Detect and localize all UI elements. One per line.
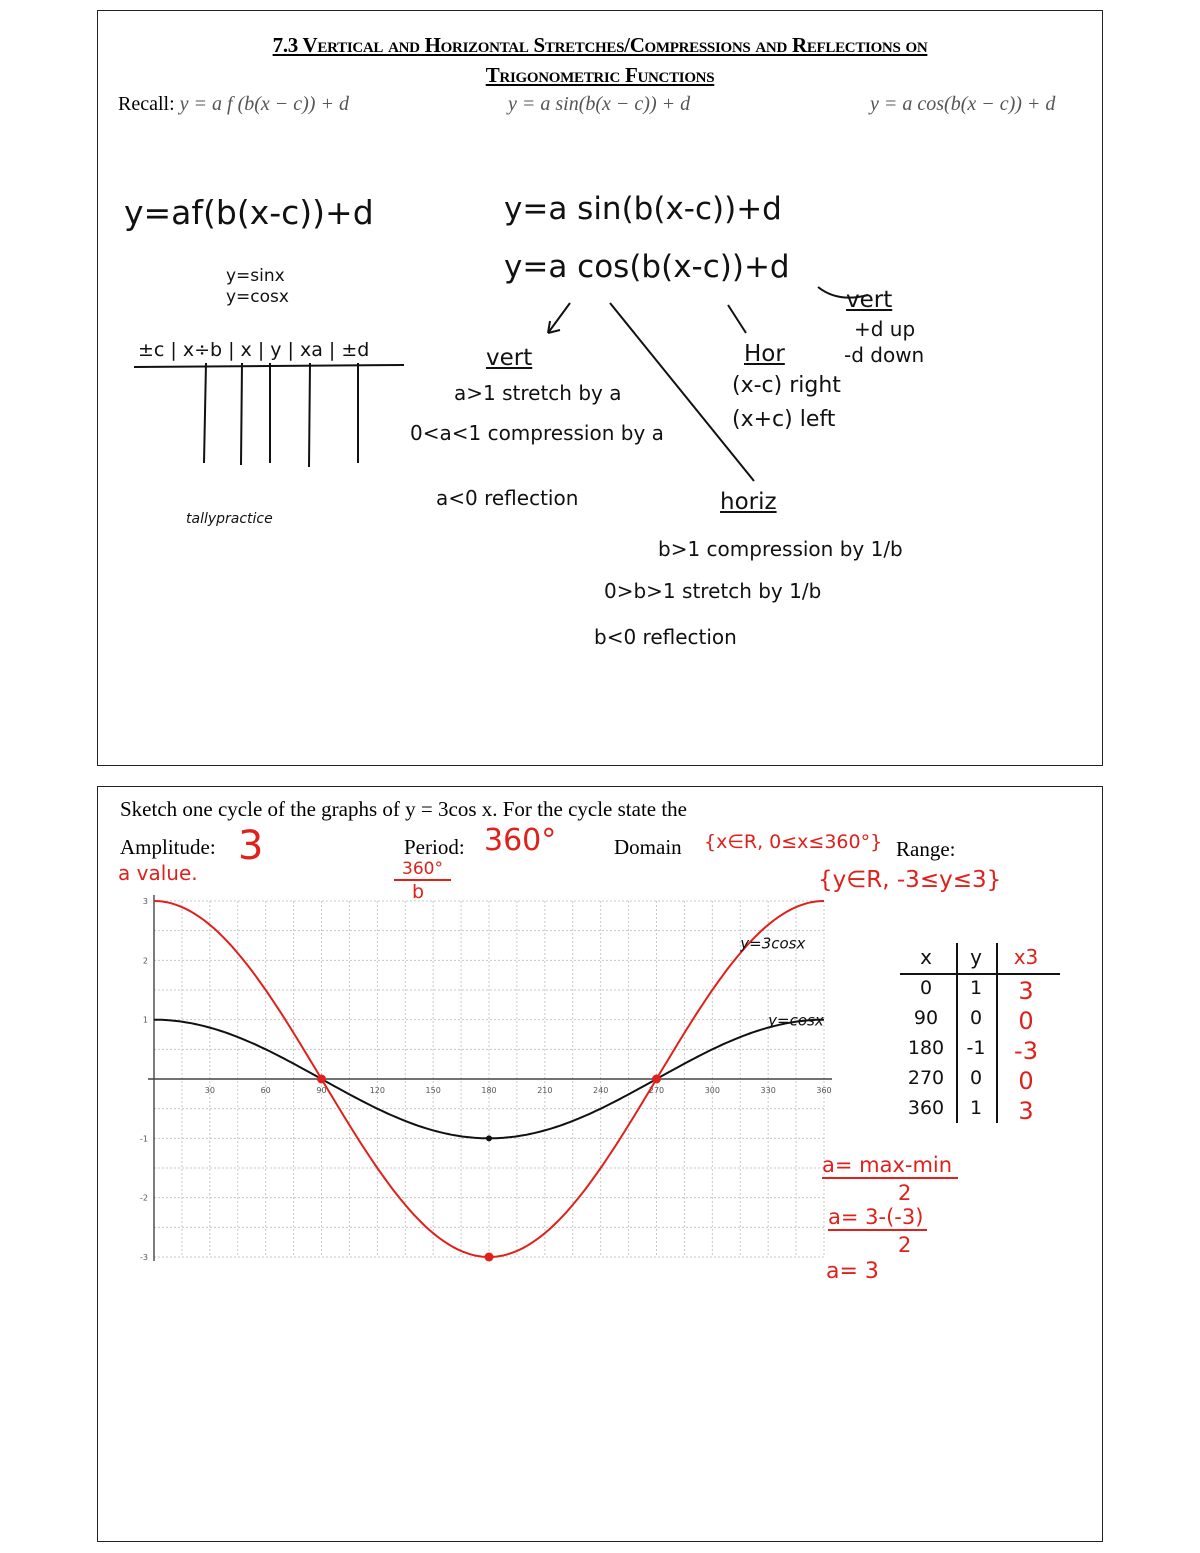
value-table-cell: 0 (919, 977, 933, 999)
sin-form-note: y=a sin(b(x-c))+d (504, 191, 782, 227)
value-table-cell: 1 (969, 1097, 983, 1119)
x-tick-label: 240 (593, 1086, 609, 1095)
amplitude-work-line-1-denominator: 2 (898, 1181, 912, 1205)
vert-stretch-title: vert (486, 345, 533, 371)
vert-shift-title: vert (846, 287, 893, 313)
horiz-stretch-line-2: 0>b>1 stretch by 1/b (604, 579, 822, 603)
x-tick-label: 270 (648, 1086, 665, 1095)
period-label: Period: (404, 835, 465, 859)
series-point (652, 1075, 661, 1084)
value-table-cell: 270 (907, 1067, 945, 1089)
y-tick-label: -3 (140, 1253, 148, 1262)
value-table-row (900, 1005, 1060, 1035)
period-formula-numerator: 360° (394, 859, 451, 881)
vert-stretch-line-3: a<0 reflection (436, 486, 579, 510)
hor-shift-line-2: (x+c) left (732, 407, 836, 432)
amplitude-value: 3 (238, 823, 264, 869)
value-table-cell: 360 (907, 1097, 945, 1119)
x-tick-label: 330 (760, 1086, 776, 1095)
y-tick-label: 3 (142, 897, 148, 906)
value-table-header-cell: y (970, 945, 982, 969)
chart-series-labels (739, 934, 824, 1029)
value-table-cell: 0 (1018, 1007, 1034, 1035)
x-tick-label: 150 (425, 1086, 441, 1095)
value-table-cell: 3 (1018, 1097, 1034, 1125)
series-point (485, 1253, 494, 1262)
hor-shift-title: Hor (744, 341, 785, 367)
value-table-header (900, 943, 1060, 975)
recall-equation-general: y = a f (b(x − c)) + d (179, 93, 349, 115)
title-line-2: Trigonometric Functions (485, 63, 715, 87)
recall-row (118, 93, 349, 116)
chart-axes (148, 895, 832, 1261)
mapping-table-lines (134, 363, 414, 473)
vert-stretch-line-2: 0<a<1 compression by a (410, 421, 664, 445)
cosine-graph (120, 887, 840, 1267)
amplitude-work-line-3: a= 3 (826, 1259, 879, 1284)
value-table-cell: -1 (966, 1037, 986, 1059)
value-table-divider (956, 943, 958, 1123)
value-table-cell: 3 (1018, 977, 1034, 1005)
y-tick-label: -1 (140, 1134, 148, 1144)
horiz-stretch-line-3: b<0 reflection (594, 625, 737, 649)
amplitude-work-line-2: a= 3-(-3) (828, 1205, 927, 1231)
value-table-cell: 1 (969, 977, 983, 999)
value-table-header-cell: x3 (1013, 945, 1039, 969)
signature: tallypractice (186, 511, 273, 527)
series-label: y=3cosx (740, 934, 806, 953)
value-table-cell: -3 (1014, 1037, 1038, 1065)
amplitude-note: a value. (118, 861, 198, 885)
x-tick-label: 30 (204, 1086, 215, 1095)
recall-equation-sin: y = a sin(b(x − c)) + d (508, 93, 691, 115)
amplitude-work-line-1: a= max-min (822, 1153, 958, 1179)
base-sin-note: y=sinx (226, 266, 285, 286)
value-table (900, 943, 1060, 1125)
x-tick-label: 300 (704, 1086, 720, 1095)
vert-shift-line-2: -d down (844, 343, 925, 367)
range-label: Range: (896, 837, 956, 861)
series-point (486, 1135, 492, 1141)
x-tick-label: 120 (369, 1086, 385, 1095)
recall-equation-cos: y = a cos(b(x − c)) + d (870, 93, 1056, 115)
value-table-divider (996, 943, 998, 1123)
value-table-cell: 0 (969, 1067, 983, 1089)
period-value: 360° (484, 823, 557, 858)
value-table-header-cell: x (920, 945, 932, 969)
horiz-stretch-title: horiz (720, 489, 777, 515)
hor-shift-line-1: (x-c) right (732, 373, 841, 398)
series-label: y=cosx (768, 1011, 824, 1030)
question-panel (97, 786, 1103, 1542)
recall-label: Recall: (118, 93, 175, 115)
value-table-row (900, 1035, 1060, 1065)
x-tick-label: 60 (260, 1086, 271, 1095)
x-tick-label: 210 (537, 1086, 553, 1095)
domain-value: {x∈R, 0≤x≤360°} (704, 831, 883, 853)
range-value: {y∈R, -3≤y≤3} (818, 867, 1002, 893)
general-form-note: y=af(b(x-c))+d (124, 193, 374, 232)
value-table-row (900, 1095, 1060, 1125)
amplitude-work-line-2-denominator: 2 (898, 1233, 912, 1257)
series-point (317, 1075, 326, 1084)
base-cos-note: y=cosx (226, 287, 289, 307)
domain-label: Domain (614, 835, 682, 859)
amplitude-label: Amplitude: (120, 835, 216, 859)
y-tick-label: -2 (140, 1193, 148, 1203)
notes-panel (97, 10, 1103, 766)
vert-shift-line-1: +d up (854, 317, 916, 341)
x-tick-label: 360 (816, 1086, 832, 1095)
y-tick-label: 1 (142, 1015, 148, 1025)
y-tick-label: 2 (142, 956, 148, 966)
value-table-cell: 0 (969, 1007, 983, 1029)
title-line-1: 7.3 Vertical and Horizontal Stretches/Compressions and Reflections on (272, 33, 928, 57)
horiz-stretch-line-1: b>1 compression by 1/b (658, 537, 903, 561)
mapping-table-header: ±c | x÷b | x | y | xa | ±d (138, 339, 370, 361)
value-table-cell: 90 (913, 1007, 939, 1029)
value-table-row (900, 975, 1060, 1005)
period-formula-denominator: b (412, 881, 425, 903)
vert-stretch-line-1: a>1 stretch by a (454, 381, 622, 405)
value-table-cell: 0 (1018, 1067, 1034, 1095)
question-prompt: Sketch one cycle of the graphs of y = 3cos x. For the cycle state the (120, 797, 687, 821)
value-table-cell: 180 (907, 1037, 945, 1059)
value-table-row (900, 1065, 1060, 1095)
cos-form-note: y=a cos(b(x-c))+d (504, 249, 790, 285)
x-tick-label: 90 (316, 1086, 327, 1095)
x-tick-label: 180 (481, 1086, 497, 1095)
